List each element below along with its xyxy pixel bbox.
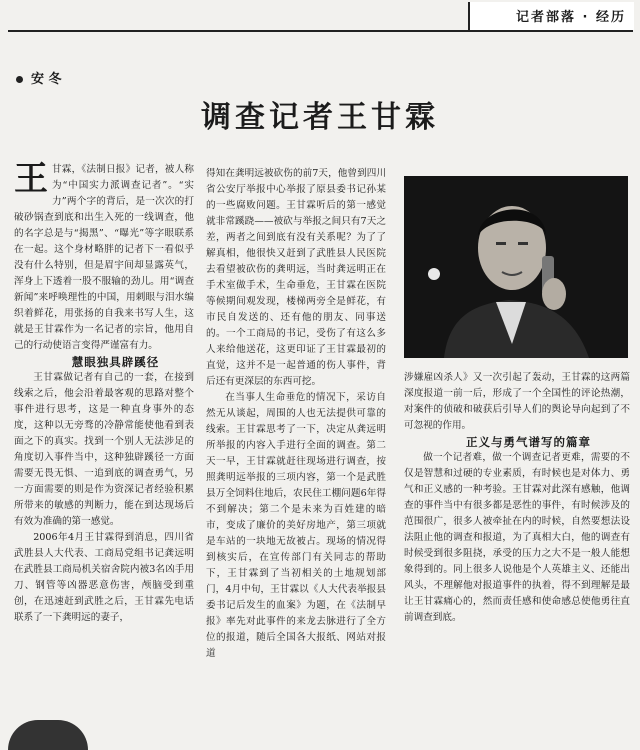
partial-photo xyxy=(8,720,88,750)
paragraph: 做一个记者难，做一个调查记者更难，需要的不仅是智慧和过硬的专业素质，有时候也是对体力、勇气和正义感的一种考验。王甘霖对此深有感触，他调查的事件当中有很多都是恶性的事件，有时候涉及的范围很广，很多人被牵扯在内的时候，自然要想法设法阻止他的调查和报道，为了真相大白，他的调查有时候受到很多阻挠，承受的压力之大不是一般人能想象得到的。同上很多人说他是个人英雄主义、还能出风头，不理解他对报道事件的执着，得不到理解是最让王甘霖痛心的，然而责任感和使命感总使他勇往直前调查到底。 xyxy=(404,452,630,623)
portrait-photo xyxy=(404,176,628,358)
subheading: 正义与勇气谱写的篇章 xyxy=(466,435,591,449)
paragraph: 王甘霖做记者有自己的一套，在接到线索之后，他会沿着最客观的思路对整个事件进行思考，这是一种直身事外的态度，这种以无旁骛的冷静常能使他看到表面之下的真实。找到一个别人无法涉足的角度切入事件当中，这种独辟蹊径一方面需要无畏无惧、一追到底的调查勇气，另一方面需要的则是作为资深记者经验积累所带来的敏感的判断力，能在到达现场后有效为准确的第一感觉。 xyxy=(14,372,194,527)
column-3 xyxy=(404,370,630,626)
subheading: 慧眼独具辟蹊径 xyxy=(71,355,160,369)
author-name: 安 冬 xyxy=(31,72,62,87)
column-1 xyxy=(14,159,194,626)
page-header xyxy=(0,0,640,34)
drop-cap: 王 xyxy=(14,159,48,199)
author-byline xyxy=(16,68,62,87)
column-2 xyxy=(206,166,386,662)
paragraph: 在当事人生命垂危的情况下，采访自然无从谈起，周围的人也无法提供可靠的线索。王甘霖思考了一下，决定从龚远明所举报的内容入手进行全面的调查。第二天一早，王甘霖就赶往现场进行调查，按照龚明远举报的三项内容，第一个是武胜县万全饲料住地后，农民住工棚问题6年得不到解决；第二个是未来为百姓建的暗市，变成了廉价的美好房地产，第三项就是车站的一块地无故被占。现场的情况得到核实后，在宣传部门有关同志的帮助下，王甘霖到了当初相关的土地规划部门，4月中旬，王甘霖以《人大代表举报县委书记后发生的血案》为题，在《法制早报》率先对此事件的来龙去脉进行了全方位的报道，随后全国各大报纸、网站对报道 xyxy=(206,392,386,659)
section-label: 记者部落 · 经历 xyxy=(516,10,626,25)
paragraph: 涉嫌雇凶杀人》又一次引起了轰动，王甘霖的这两篇深度报道一前一后，形成了一个全国性的评论热潮，对案件的侦破和破获后引导人们的舆论导向起到了不可忽视的作用。 xyxy=(404,372,630,431)
article-title: 调查记者王甘霖 xyxy=(201,100,439,135)
portrait-image xyxy=(404,176,628,358)
paragraph xyxy=(14,159,194,354)
bullet-icon xyxy=(16,76,23,83)
paragraph: 得知在龚明远被砍伤的前7天，他曾到四川省公安厅举报中心举报了原县委书记孙某的一些腐败问题。王甘霖听后的第一感觉就非常蹊跷——被砍与举报之间只有7天之差，两者之间到底有没有关系呢？为了了解真相，他很快又赶到了武胜县人民医院去看望被砍伤的龚明远，当时龚远明正在手术室做手术，生命垂危，王甘霖在医院等候期间观发现，楼梯两旁全是鲜花，有市民自发送的、还有他的朋友、同事送的。一个工商局的书记，受伤了有这么多人来给他送花，这更印证了王甘霖最初的直觉，这并不是一起普通的伤人事件，背后还有更深层的东西可挖。 xyxy=(206,168,386,387)
paragraph-text: 甘霖，《法制日报》记者，被人称为“中国实力派调查记者”。“实力”两个字的背后，是一次次的打破砂锅查到底和出生入死的一线调查，他的名字总是与“揭黑”、“曝光”等字眼联系在一起。这个身材略胖的记者下一看似乎没有什么特别，但是眉宇间却显露英气，浑身上下透着一股不服输的劲儿。用“调查新闻”来呼唤理性的中国，用刺眼与泪水编织着鲜花，用张扬的自我来书写人生，这就是王甘霖作为一名记者的宗旨，他用自己的行动使语言变得严谨富有力。 xyxy=(14,164,194,351)
header-rule xyxy=(8,30,633,32)
paragraph: 2006年4月王甘霖得到消息，四川省武胜县人大代表、工商局党组书记龚远明在武胜县工商局机关宿舍院内被3名凶手用刀、钢管等凶器恶意伤害，颅脑受到重创，在迅速赶到武胜之后，王甘霖先电话联系了一下龚明远的妻子， xyxy=(14,532,194,623)
